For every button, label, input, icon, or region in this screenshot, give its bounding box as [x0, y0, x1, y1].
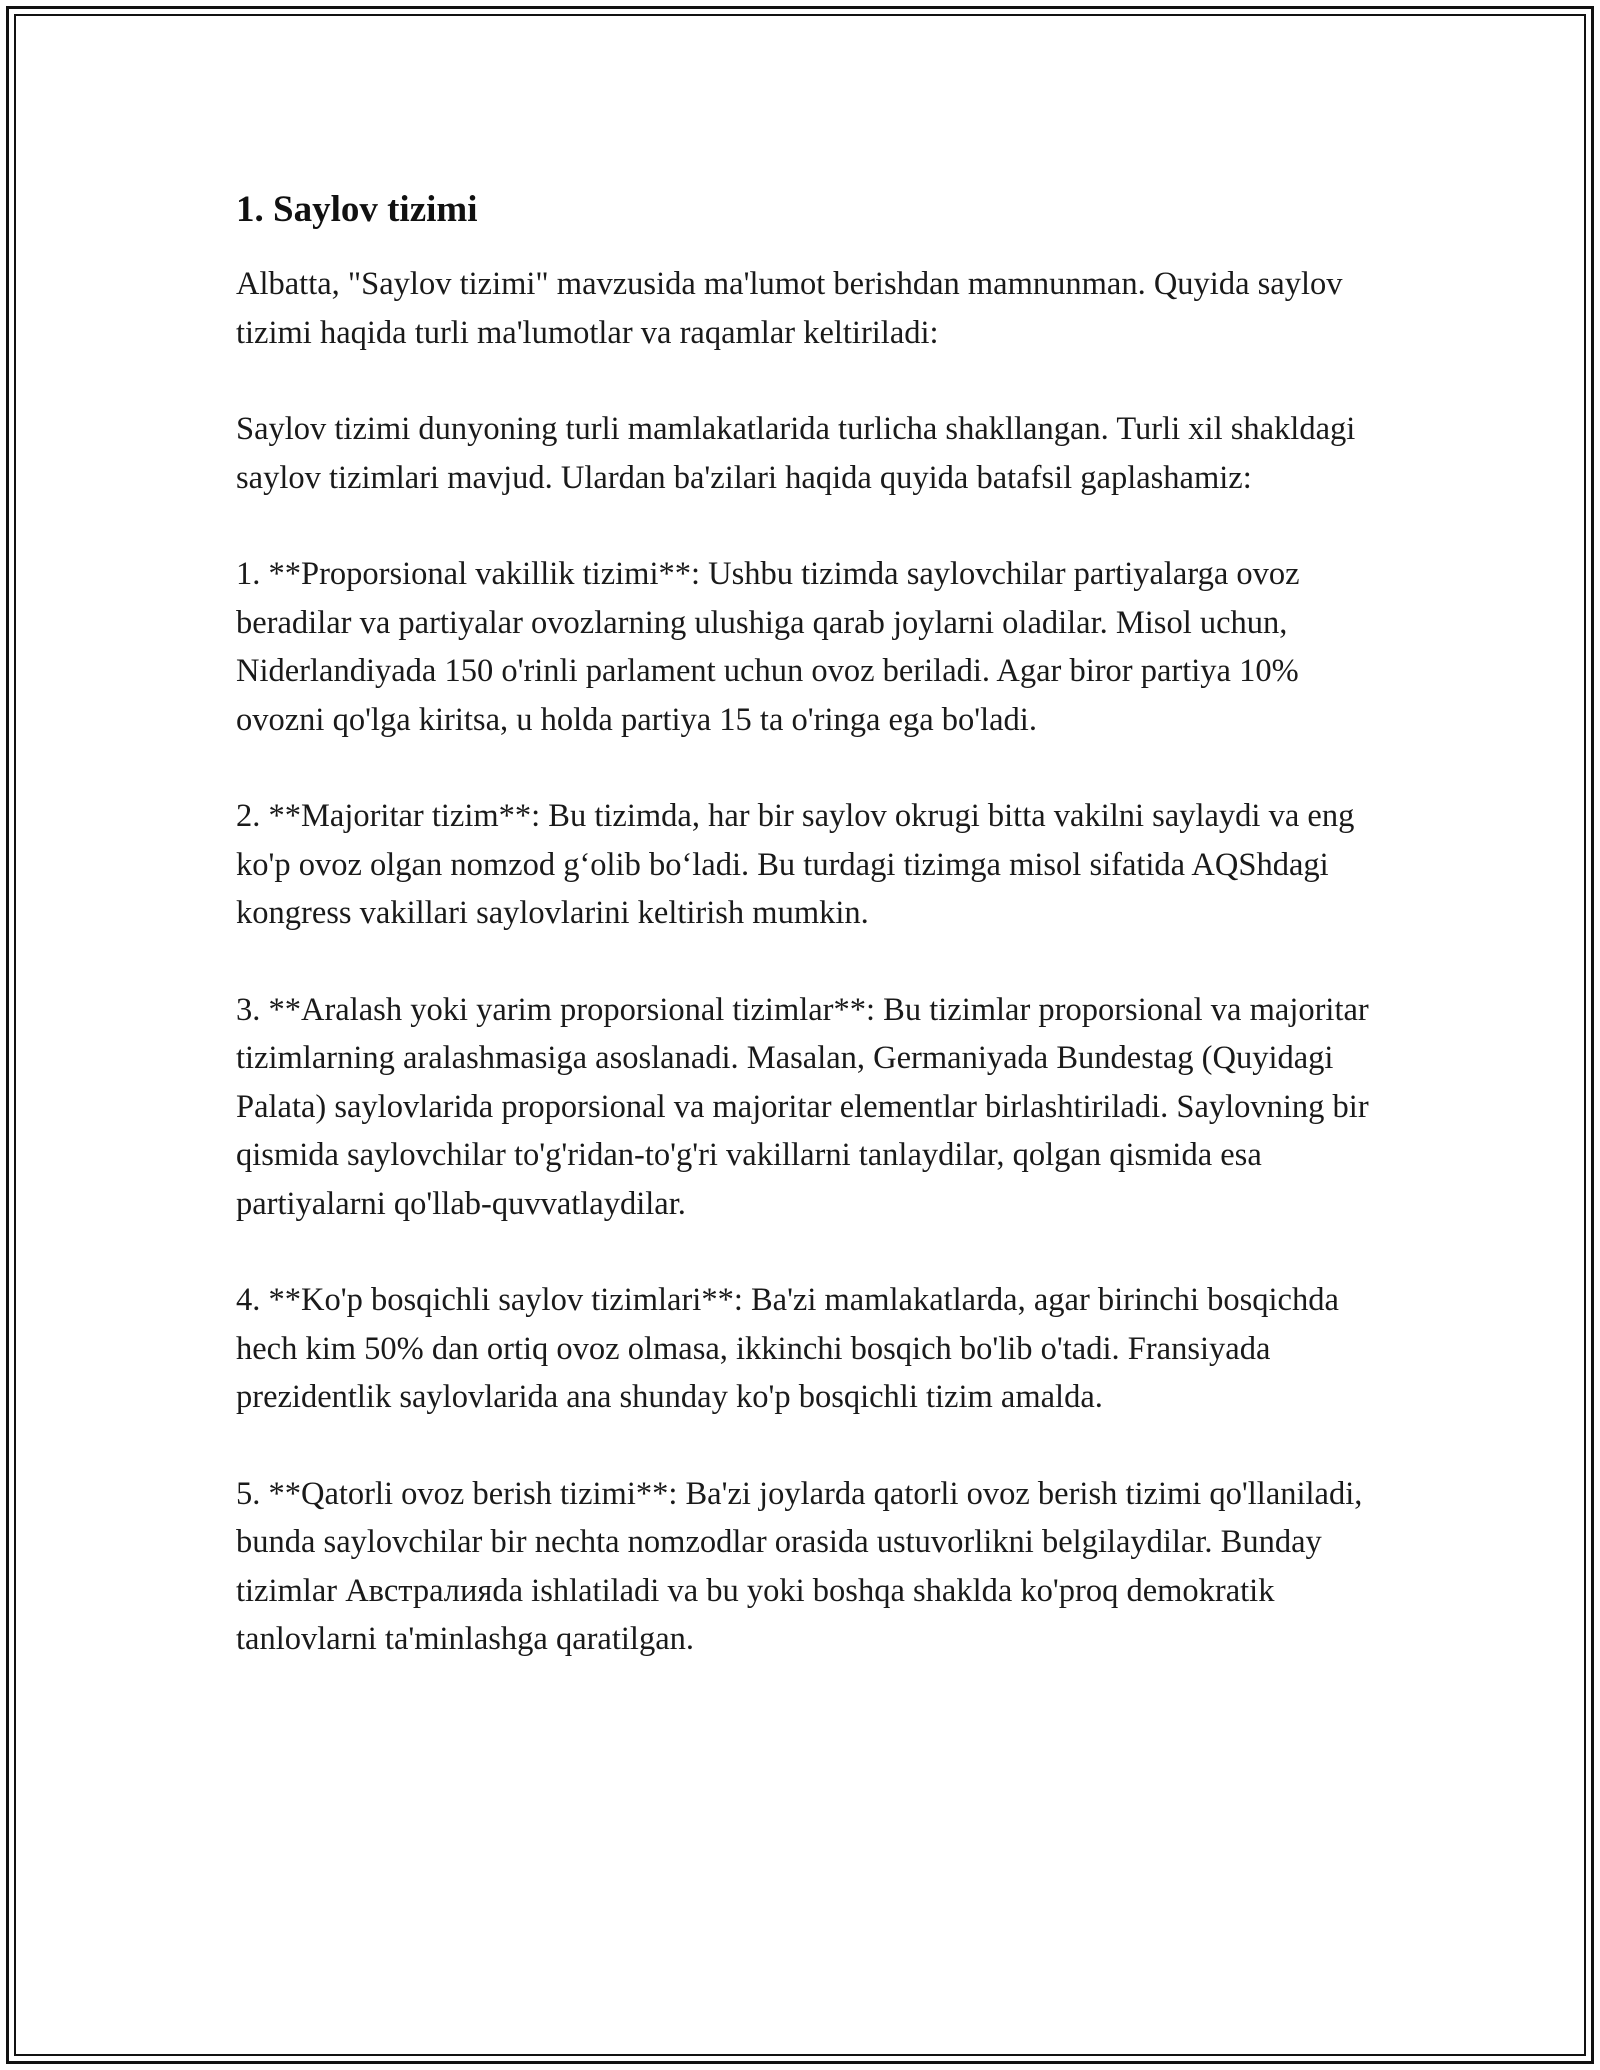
- paragraph-mixed: 3. **Aralash yoki yarim proporsional tizimlar**: Bu tizimlar proporsional va majoritar tizimlarning aralashmasiga asoslanadi. Masalan, Germaniyada Bundestag (Quyidagi Palata) saylovlarida proporsional va majoritar elementlar birlashtiriladi. Saylovning bir qismida saylovchilar to'g'ridan-to'g'ri vakillarni tanlaydilar, qolgan qismida esa partiyalarni qo'llab-quvvatlaydilar.: [236, 991, 1369, 1222]
- paragraph-majoritarian: 2. **Majoritar tizim**: Bu tizimda, har bir saylov okrugi bitta vakilni saylaydi va eng ko'p ovoz olgan nomzod g‘olib bo‘ladi. Bu turdagi tizimga misol sifatida AQShdagi kongress vakillari saylovlarini keltirish mumkin.: [236, 798, 1355, 931]
- section-heading: 1. Saylov tizimi: [236, 189, 478, 230]
- paragraph-multi-round: 4. **Ko'p bosqichli saylov tizimlari**: Ba'zi mamlakatlarda, agar birinchi bosqichda hech kim 50% dan ortiq ovoz olmasa, ikkinchi bosqich bo'lib o'tadi. Fransiyada prezidentlik saylovlarida ana shunday ko'p bosqichli tizim amalda.: [236, 1282, 1339, 1415]
- paragraph-overview: Saylov tizimi dunyoning turli mamlakatlarida turlicha shakllangan. Turli xil shakldagi saylov tizimlari mavjud. Ulardan ba'zilari haqida quyida batafsil gaplashamiz:: [236, 411, 1356, 496]
- paragraph-proportional: 1. **Proporsional vakillik tizimi**: Ushbu tizimda saylovchilar partiyalarga ovoz beradilar va partiyalar ovozlarning ulushiga qarab joylarni oladilar. Misol uchun, Niderlandiyada 150 o'rinli parlament uchun ovoz beriladi. Agar biror partiya 10% ovozni qo'lga kiritsa, u holda partiya 15 ta o'ringa ega bo'ladi.: [236, 556, 1300, 738]
- document-body: [236, 186, 1376, 1664]
- paragraph-intro: Albatta, "Saylov tizimi" mavzusida ma'lumot berishdan mamnunman. Quyida saylov tizimi haqida turli ma'lumotlar va raqamlar keltiriladi:: [236, 266, 1343, 351]
- paragraph-ranked: 5. **Qatorli ovoz berish tizimi**: Ba'zi joylarda qatorli ovoz berish tizimi qo'llaniladi, bunda saylovchilar bir nechta nomzodlar orasida ustuvorlikni belgilaydilar. Bunday tizimlar Австралияda ishlatiladi va bu yoki boshqa shaklda ko'proq demokratik tanlovlarni ta'minlashga qaratilgan.: [236, 1475, 1363, 1657]
